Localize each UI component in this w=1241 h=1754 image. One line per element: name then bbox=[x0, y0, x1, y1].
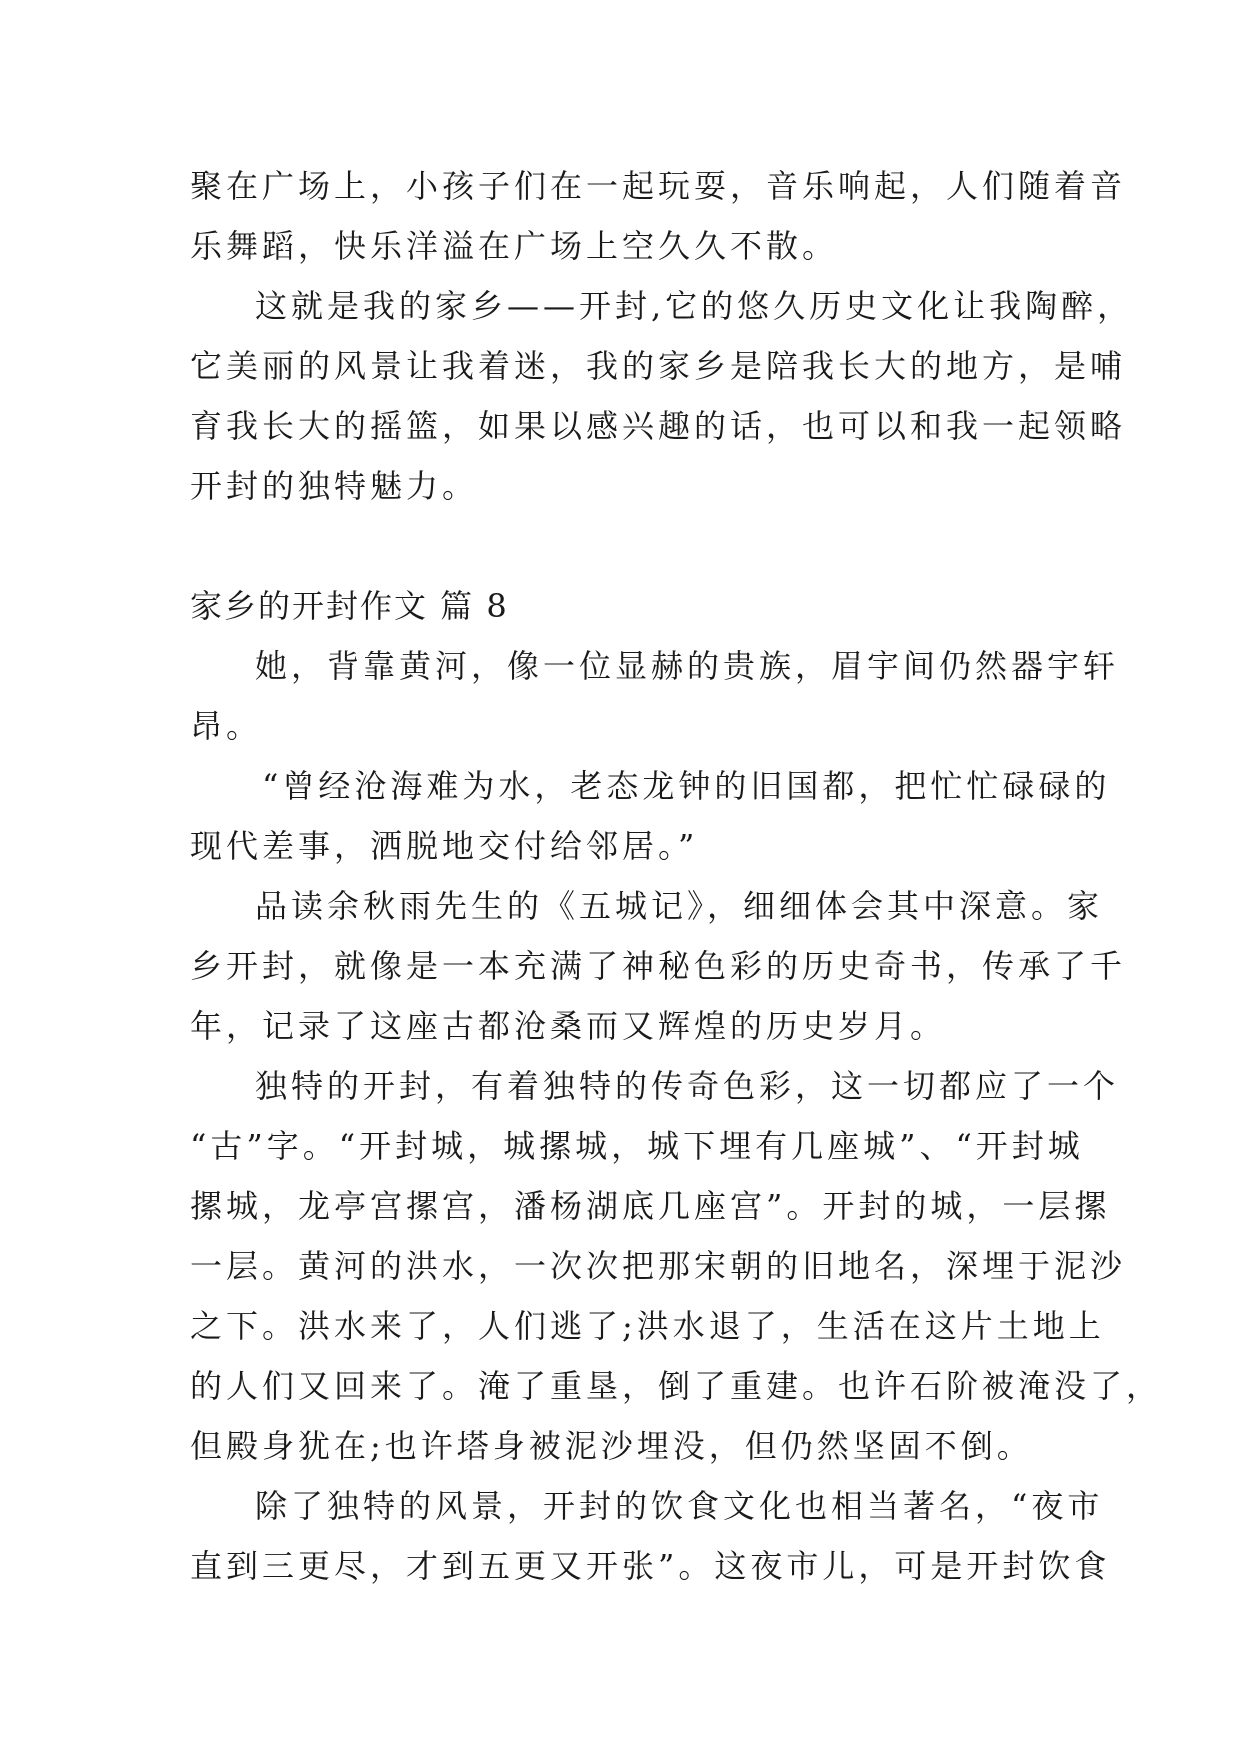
text-line: 年，记录了这座古都沧桑而又辉煌的历史岁月。 bbox=[190, 1007, 947, 1045]
text-line: 现代差事，洒脱地交付给邻居。” bbox=[190, 827, 699, 865]
text-line: 她，背靠黄河，像一位显赫的贵族，眉宇间仍然器宇轩 bbox=[255, 647, 1120, 685]
text-line: 育我长大的摇篮，如果以感兴趣的话，也可以和我一起领略 bbox=[190, 407, 1127, 445]
text-line: 之下。洪水来了，人们逃了;洪水退了，生活在这片土地上 bbox=[190, 1307, 1105, 1345]
text-line: 的人们又回来了。淹了重垦，倒了重建。也许石阶被淹没了， bbox=[190, 1367, 1163, 1405]
text-line: 品读余秋雨先生的《五城记》，细细体会其中深意。家 bbox=[255, 887, 1104, 925]
text-line: 昂。 bbox=[190, 707, 263, 745]
text-line: “曾经沧海难为水，老态龙钟的旧国都，把忙忙碌碌的 bbox=[262, 767, 1111, 805]
text-line: 乡开封，就像是一本充满了神秘色彩的历史奇书，传承了千 bbox=[190, 947, 1127, 985]
text-line: “古”字。“开封城，城摞城，城下埋有几座城”、“开封城 bbox=[190, 1127, 1084, 1165]
text-line: 乐舞蹈，快乐洋溢在广场上空久久不散。 bbox=[190, 227, 839, 265]
text-line: 但殿身犹在;也许塔身被泥沙埋没，但仍然坚固不倒。 bbox=[190, 1427, 1033, 1465]
text-line: 聚在广场上，小孩子们在一起玩耍，音乐响起，人们随着音 bbox=[190, 167, 1127, 205]
text-line: 除了独特的风景，开封的饮食文化也相当著名，“夜市 bbox=[255, 1487, 1104, 1525]
text-line: 独特的开封，有着独特的传奇色彩，这一切都应了一个 bbox=[255, 1067, 1120, 1105]
text-line: 这就是我的家乡——开封,它的悠久历史文化让我陶醉， bbox=[255, 287, 1134, 325]
section-heading: 家乡的开封作文 篇 8 bbox=[190, 587, 509, 625]
text-line: 一层。黄河的洪水，一次次把那宋朝的旧地名，深埋于泥沙 bbox=[190, 1247, 1127, 1285]
text-line: 摞城，龙亭宫摞宫，潘杨湖底几座宫”。开封的城，一层摞 bbox=[190, 1187, 1111, 1225]
text-line: 开封的独特魅力。 bbox=[190, 467, 479, 505]
text-line: 直到三更尽，才到五更又开张”。这夜市儿，可是开封饮食 bbox=[190, 1547, 1111, 1585]
text-line: 它美丽的风景让我着迷，我的家乡是陪我长大的地方，是哺 bbox=[190, 347, 1127, 385]
